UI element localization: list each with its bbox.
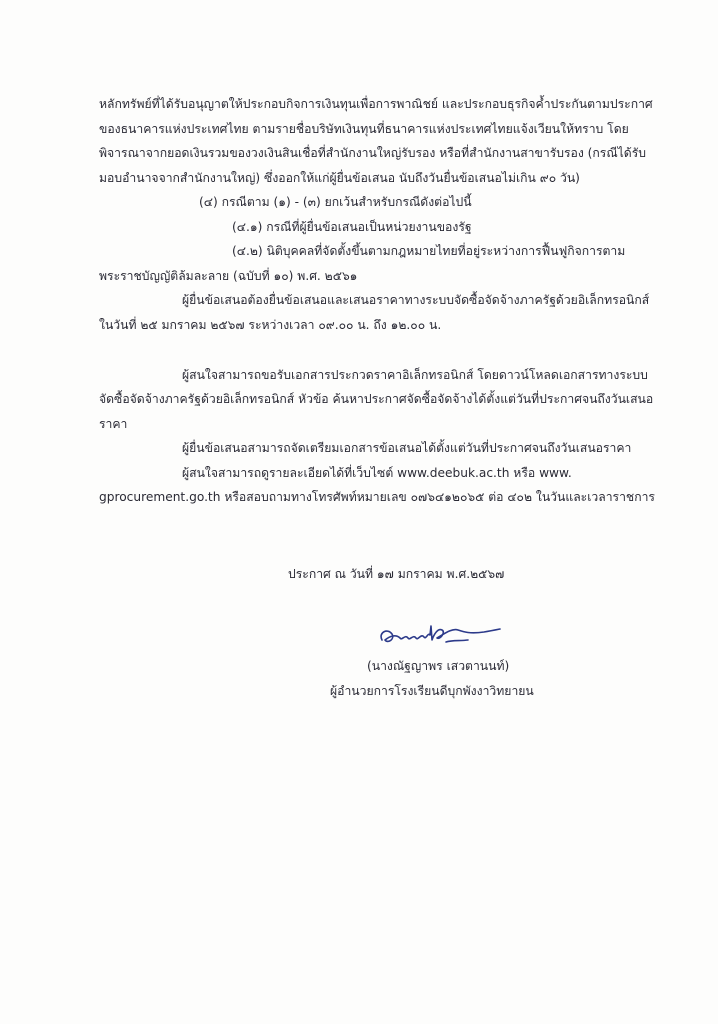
paragraph-line: พิจารณาจากยอดเงินรวมของวงเงินสินเชื่อที่สำนักงานใหญ่รับรอง หรือที่สำนักงานสาขารับรอง (กรณีได้รับ [99,146,646,160]
item-4-2: (๔.๒) นิติบุคคลที่จัดตั้งขึ้นตามกฎหมายไทยที่อยู่ระหว่างการฟื้นฟูกิจการตาม [232,244,626,258]
signer-name: (นางณัฐญาพร เสวตานนท์) [367,659,510,673]
contact-line: ผู้สนใจสามารถดูรายละเอียดได้ที่เว็บไซต์ www.deebuk.ac.th หรือ www. [182,466,572,480]
item-4-1: (๔.๑) กรณีที่ผู้ยื่นข้อเสนอเป็นหน่วยงานของรัฐ [232,220,472,234]
item-4: (๔) กรณีตาม (๑) - (๓) ยกเว้นสำหรับกรณีดังต่อไปนี้ [199,195,472,209]
submission-line: ผู้ยื่นข้อเสนอต้องยื่นข้อเสนอและเสนอราคาทางระบบจัดซื้อจัดจ้างภาครัฐด้วยอิเล็กทรอนิกส์ [182,293,650,307]
paragraph-line: มอบอำนาจจากสำนักงานใหญ่) ซึ่งออกให้แก่ผู้ยื่นข้อเสนอ นับถึงวันยื่นข้อเสนอไม่เกิน ๙๐ วัน) [99,171,580,185]
download-line: จัดซื้อจัดจ้างภาครัฐด้วยอิเล็กทรอนิกส์ หัวข้อ ค้นหาประกาศจัดซื้อจัดจ้างได้ตั้งแต่วันที่ประกาศจนถึงวันเสนอ [99,392,654,406]
signature-mark [374,620,504,654]
item-4-2-continued: พระราชบัญญัติล้มละลาย (ฉบับที่ ๑๐) พ.ศ. ๒๕๖๑ [99,269,358,283]
paragraph-line: ของธนาคารแห่งประเทศไทย ตามรายชื่อบริษัทเงินทุนที่ธนาคารแห่งประเทศไทยแจ้งเวียนให้ทราบ โดย [99,122,629,136]
download-line: ราคา [99,417,128,431]
download-line: ผู้สนใจสามารถขอรับเอกสารประกวดราคาอิเล็กทรอนิกส์ โดยดาวน์โหลดเอกสารทางระบบ [182,368,648,382]
signer-title: ผู้อำนวยการโรงเรียนดีบุกพังงาวิทยายน [330,684,534,698]
prepare-line: ผู้ยื่นข้อเสนอสามารถจัดเตรียมเอกสารข้อเสนอได้ตั้งแต่วันที่ประกาศจนถึงวันเสนอราคา [182,441,632,455]
paragraph-line: หลักทรัพย์ที่ได้รับอนุญาตให้ประกอบกิจการเงินทุนเพื่อการพาณิชย์ และประกอบธุรกิจค้ำประกันตามประกาศ [99,97,653,111]
submission-line: ในวันที่ ๒๕ มกราคม ๒๕๖๗ ระหว่างเวลา ๐๙.๐๐ น. ถึง ๑๒.๐๐ น. [99,318,442,332]
contact-line: gprocurement.go.th หรือสอบถามทางโทรศัพท์หมายเลข ๐๗๖๔๑๒๐๖๕ ต่อ ๔๐๒ ในวันและเวลาราชการ [99,490,655,504]
announce-date: ประกาศ ณ วันที่ ๑๗ มกราคม พ.ศ.๒๕๖๗ [288,567,505,581]
